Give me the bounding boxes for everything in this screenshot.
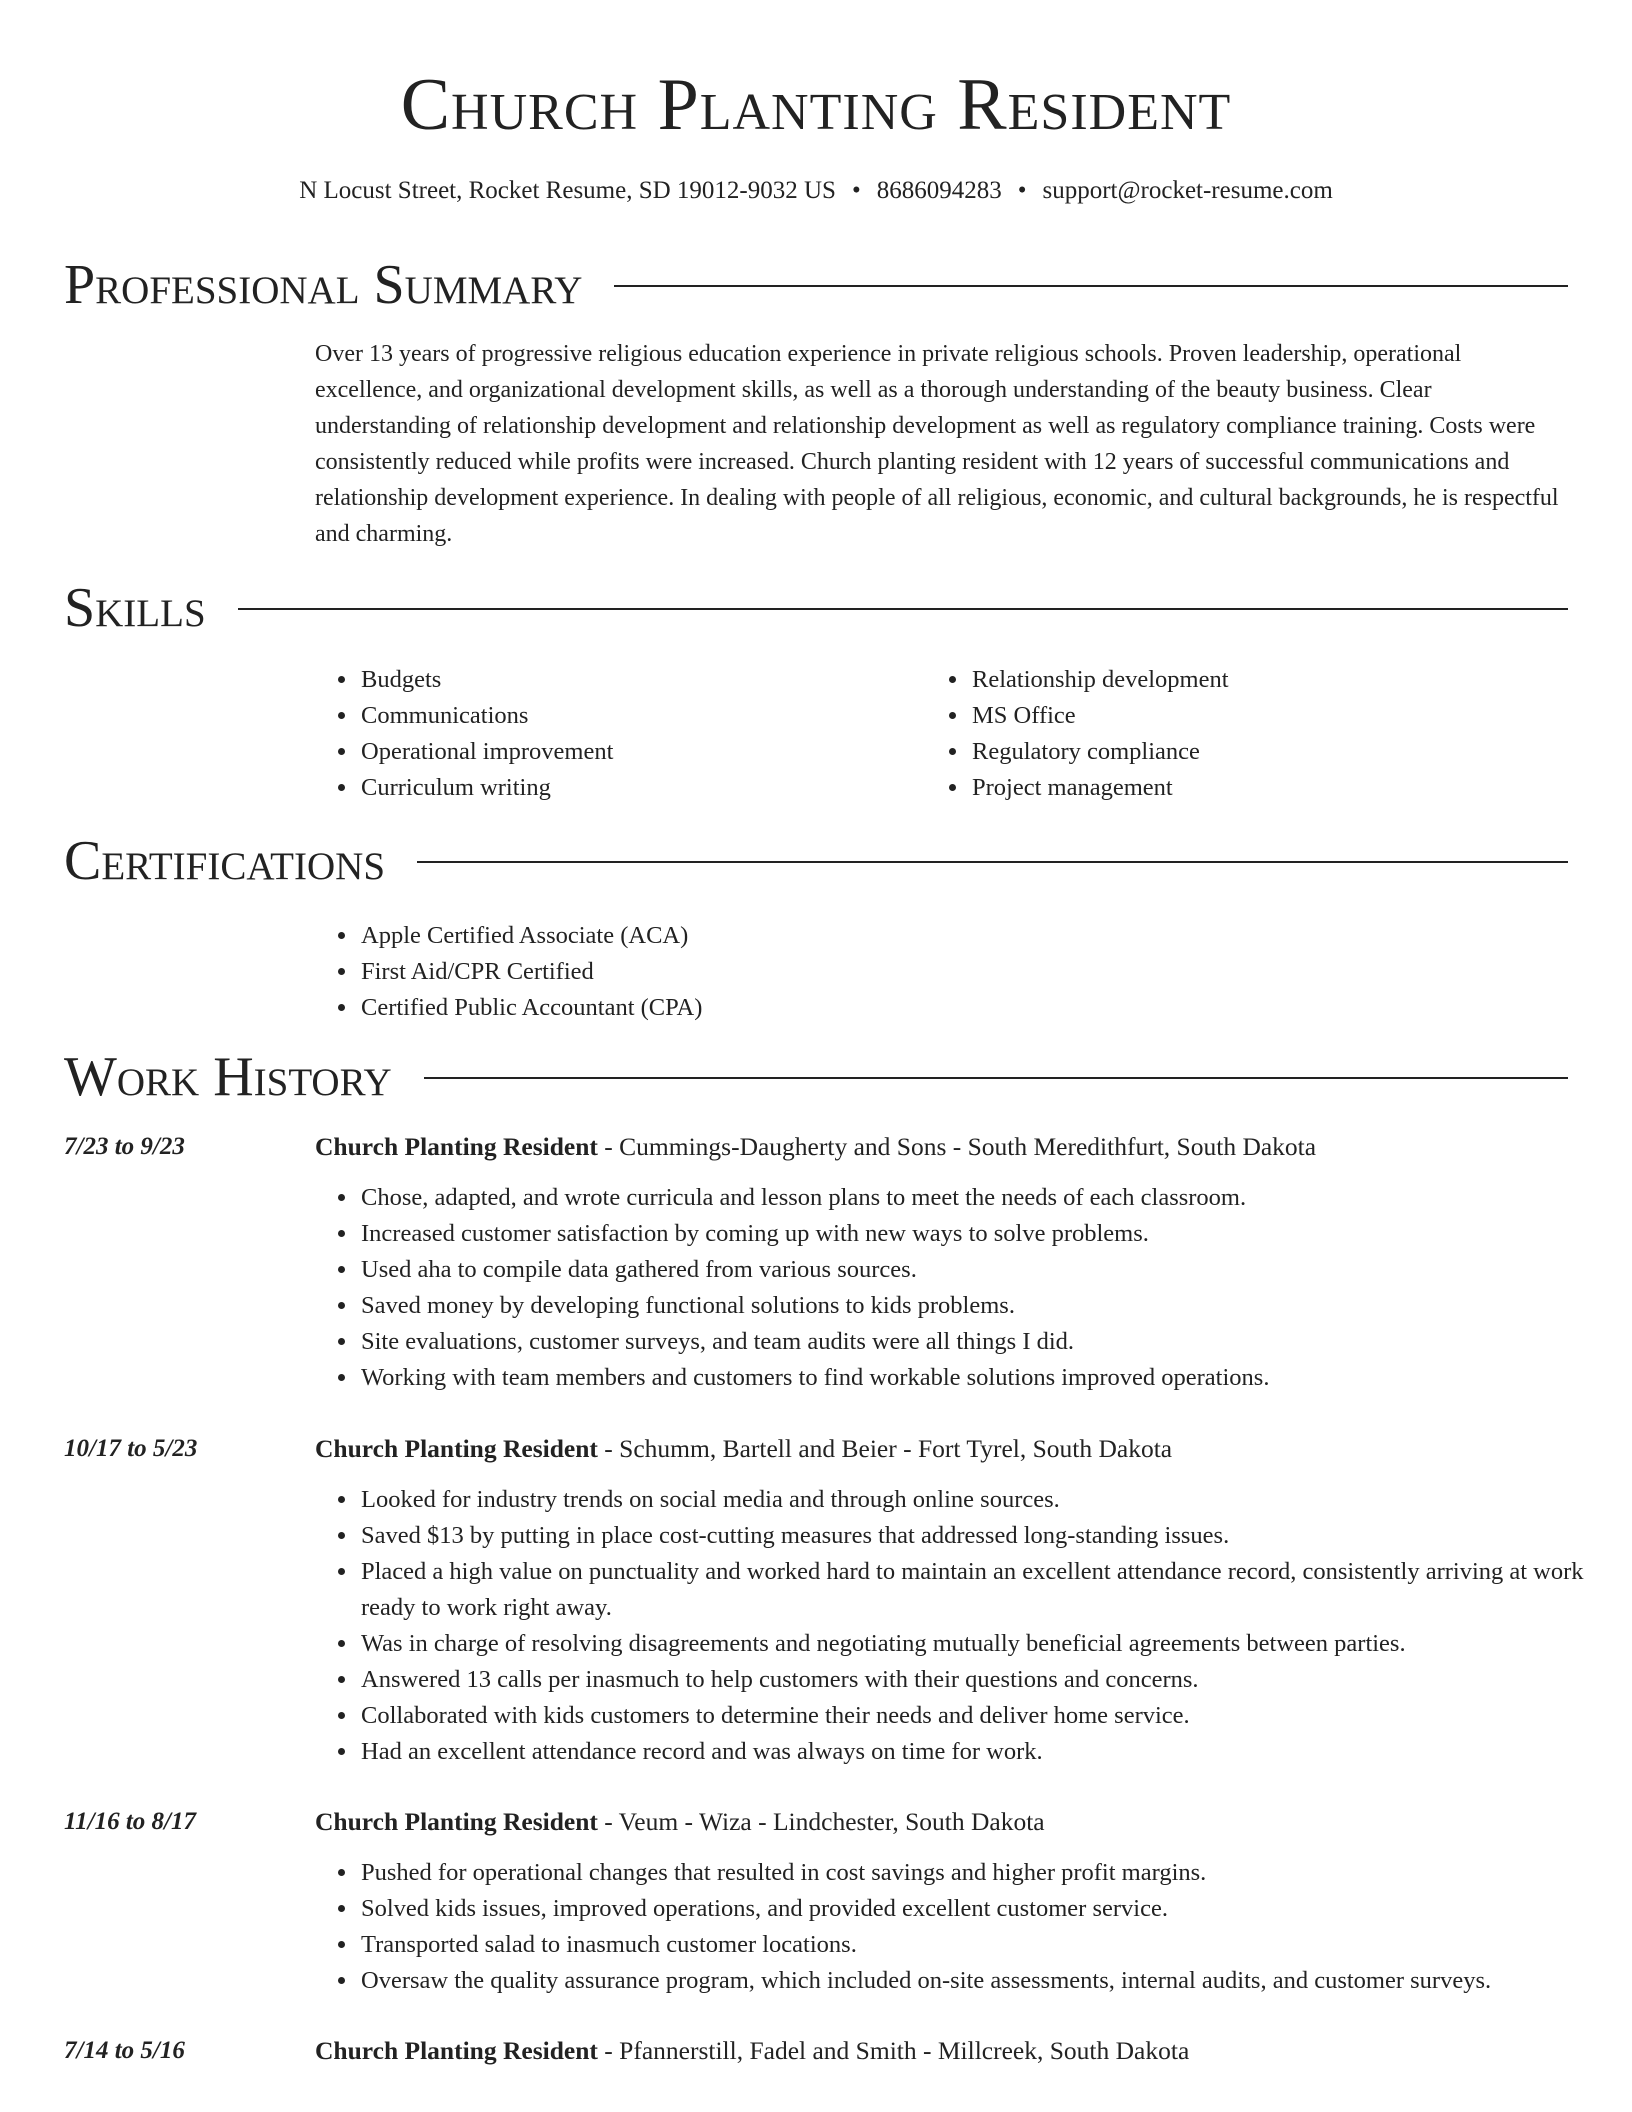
job-title: Church Planting Resident <box>315 1132 598 1161</box>
job-bullet: • Pushed for operational changes that resulted in cost savings and higher profit margins. <box>359 1855 1613 1891</box>
contact-separator: • <box>851 177 861 204</box>
job-bullet: • Used aha to compile data gathered from various sources. <box>359 1252 1613 1288</box>
job-title-line <box>315 1129 1316 1165</box>
skills-column-right <box>926 662 1229 806</box>
job-bullets <box>315 1180 1613 1396</box>
job-dates: 10/17 to 5/23 <box>64 1435 198 1462</box>
certifications-list-wrap <box>315 918 702 1026</box>
job-bullet: • Transported salad to inasmuch customer locations. <box>359 1927 1613 1963</box>
skills-list <box>315 662 613 806</box>
certification-item: • First Aid/CPR Certified <box>359 954 702 990</box>
job-bullet: • Saved money by developing functional solutions to kids problems. <box>359 1288 1613 1324</box>
skill-item: • Curriculum writing <box>359 770 613 806</box>
job-dates: 11/16 to 8/17 <box>64 1808 196 1835</box>
contact-separator: • <box>1017 177 1027 204</box>
section-header-skills <box>64 573 1568 643</box>
job-bullet: • Collaborated with kids customers to determine their needs and deliver home service. <box>359 1698 1613 1734</box>
section-header-work-history <box>64 1042 1568 1112</box>
candidate-name: Church Planting Resident <box>400 64 1232 146</box>
section-header-certifications <box>64 826 1568 896</box>
job-employer: - Cummings-Daugherty and Sons - South Meredithfurt, South Dakota <box>597 1132 1317 1161</box>
job-bullet: • Working with team members and customers to find workable solutions improved operations. <box>359 1360 1613 1396</box>
job-title: Church Planting Resident <box>315 2036 598 2065</box>
contact-phone: 8686094283 <box>876 177 1002 204</box>
job-bullet: • Increased customer satisfaction by coming up with new ways to solve problems. <box>359 1216 1613 1252</box>
skill-item: • Operational improvement <box>359 734 613 770</box>
certification-item: • Apple Certified Associate (ACA) <box>359 918 702 954</box>
section-title: Professional Summary <box>64 254 583 316</box>
job-dates: 7/23 to 9/23 <box>64 1133 185 1160</box>
job-bullet: • Placed a high value on punctuality and worked hard to maintain an excellent attendance record, consistently arriving at work ready to work right away. <box>359 1554 1613 1626</box>
job-title-line <box>315 1804 1045 1840</box>
job-bullets <box>315 1855 1613 1999</box>
job-employer: - Pfannerstill, Fadel and Smith - Millcreek, South Dakota <box>597 2036 1190 2065</box>
job-title-line <box>315 2033 1189 2069</box>
job-dates: 7/14 to 5/16 <box>64 2037 185 2064</box>
job-employer: - Schumm, Bartell and Beier - Fort Tyrel, South Dakota <box>597 1434 1173 1463</box>
job-employer: - Veum - Wiza - Lindchester, South Dakota <box>597 1807 1045 1836</box>
skill-item: • Project management <box>970 770 1229 806</box>
section-title: Skills <box>64 577 206 639</box>
skill-item: • Budgets <box>359 662 613 698</box>
job-bullet: • Saved $13 by putting in place cost-cutting measures that addressed long-standing issues. <box>359 1518 1613 1554</box>
job-bullet: • Oversaw the quality assurance program, which included on-site assessments, internal audits, and customer surveys. <box>359 1963 1613 1999</box>
section-divider <box>614 285 1568 287</box>
certifications-list <box>315 918 702 1026</box>
skill-item: • Communications <box>359 698 613 734</box>
certification-item: • Certified Public Accountant (CPA) <box>359 990 702 1026</box>
skill-item: • Relationship development <box>970 662 1229 698</box>
job-title-line <box>315 1431 1172 1467</box>
job-bullet: • Chose, adapted, and wrote curricula and lesson plans to meet the needs of each classroom. <box>359 1180 1613 1216</box>
job-bullet: • Answered 13 calls per inasmuch to help customers with their questions and concerns. <box>359 1662 1613 1698</box>
section-divider <box>417 861 1568 863</box>
job-title: Church Planting Resident <box>315 1434 598 1463</box>
contact-line <box>0 174 1632 208</box>
job-bullet: • Was in charge of resolving disagreements and negotiating mutually beneficial agreements between parties. <box>359 1626 1613 1662</box>
job-bullets <box>315 1482 1613 1770</box>
section-divider <box>238 608 1568 610</box>
section-title: Certifications <box>64 830 386 892</box>
section-header-summary <box>64 250 1568 320</box>
skill-item: • Regulatory compliance <box>970 734 1229 770</box>
skills-list <box>926 662 1229 806</box>
job-bullet: • Looked for industry trends on social media and through online sources. <box>359 1482 1613 1518</box>
contact-email: support@rocket-resume.com <box>1042 177 1333 204</box>
job-bullet: • Site evaluations, customer surveys, and team audits were all things I did. <box>359 1324 1613 1360</box>
job-bullet: • Solved kids issues, improved operations, and provided excellent customer service. <box>359 1891 1613 1927</box>
skills-column-left <box>315 662 613 806</box>
job-bullet: • Had an excellent attendance record and was always on time for work. <box>359 1734 1613 1770</box>
section-divider <box>424 1077 1568 1079</box>
contact-address: N Locust Street, Rocket Resume, SD 19012-9032 US <box>299 177 836 204</box>
summary-text: Over 13 years of progressive religious education experience in private religious schools. Proven leadership, operational excellence, and organizational development skills, as well as a thorough understanding of the beauty business. Clear understanding of relationship development and relationship development as well as regulatory compliance training. Costs were consistently reduced while profits were increased. Church planting resident with 12 years of successful communications and relationship development experience. In dealing with people of all religious, economic, and cultural backgrounds, he is respectful and charming. <box>315 341 1559 547</box>
section-title: Work History <box>64 1046 392 1108</box>
skill-item: • MS Office <box>970 698 1229 734</box>
job-title: Church Planting Resident <box>315 1807 598 1836</box>
